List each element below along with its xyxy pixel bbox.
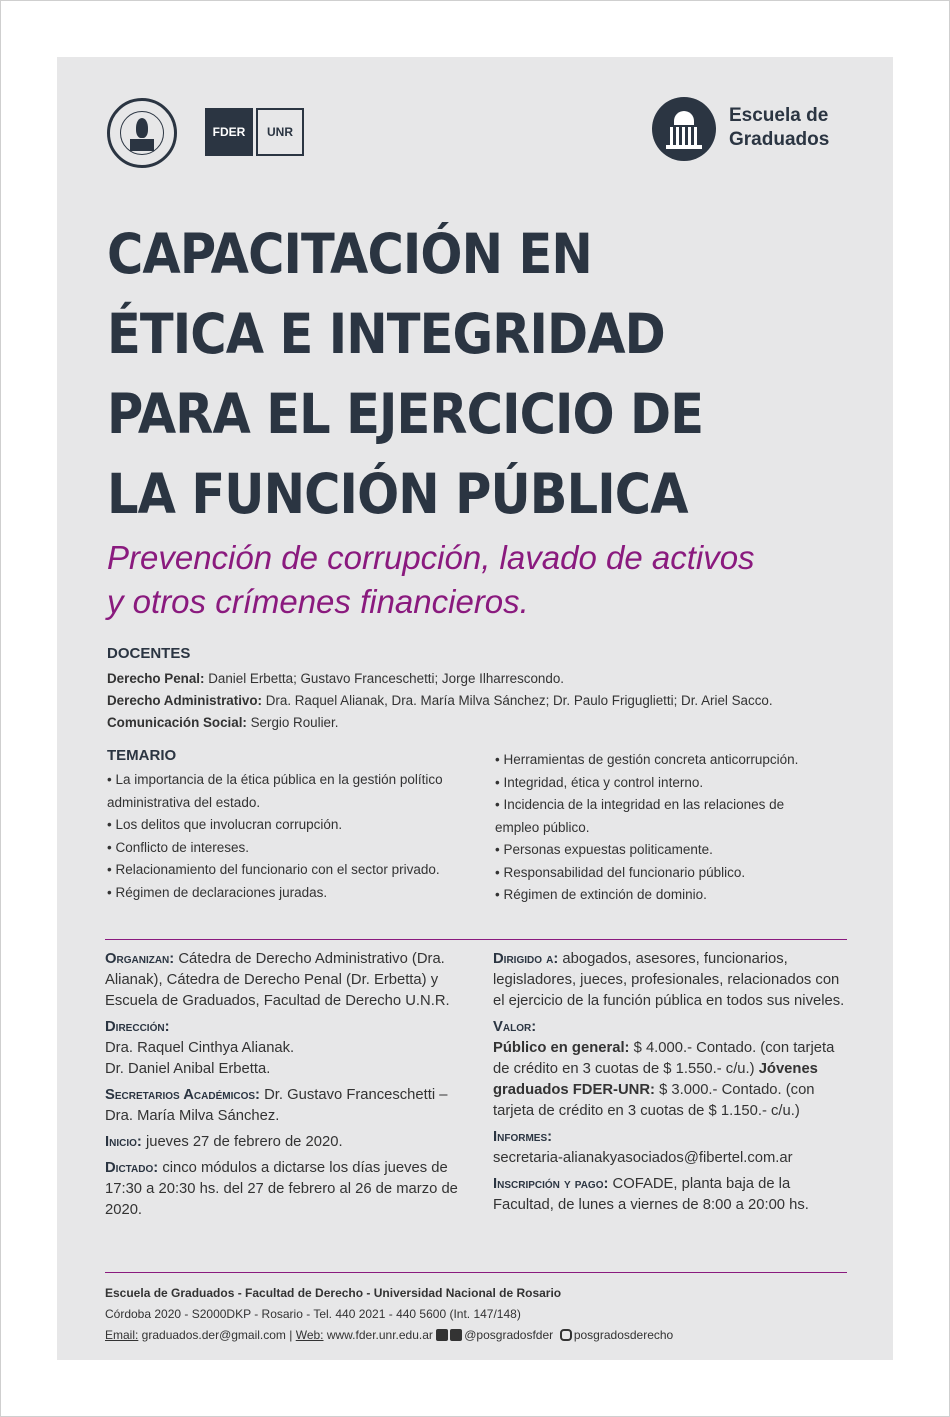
- secretarios-text: Dr. Gustavo Franceschetti – Dra. María Milva Sánchez.: [105, 1087, 448, 1124]
- inicio-label: Inicio:: [105, 1134, 142, 1150]
- footer: [105, 1283, 673, 1346]
- subtitle: [107, 536, 755, 624]
- web-label: Web:: [295, 1328, 324, 1342]
- escuela-graduados-logo-icon: [652, 97, 716, 161]
- inicio-block: [105, 1132, 470, 1153]
- dictado-block: [105, 1158, 470, 1221]
- list-item: • Herramientas de gestión concreta anticorrupción.: [495, 752, 799, 767]
- com-label: Comunicación Social:: [107, 715, 247, 730]
- admin-label: Derecho Administrativo:: [107, 693, 263, 708]
- title-line3: PARA EL EJERCICIO DE: [107, 382, 704, 446]
- list-item: • Los delitos que involucran corrupción.: [107, 817, 343, 832]
- organizan-block: [105, 949, 470, 1012]
- dictado-text: cinco módulos a dictarse los días jueves de 17:30 a 20:30 hs. del 27 de febrero al 26 de marzo de 2020.: [105, 1160, 458, 1218]
- informes-label: Informes:: [493, 1129, 553, 1145]
- publico-label: Público en general:: [493, 1040, 630, 1056]
- direccion-line2: Dr. Daniel Anibal Erbetta.: [105, 1061, 271, 1077]
- title-line4: LA FUNCIÓN PÚBLICA: [107, 462, 688, 526]
- informes-email-link[interactable]: secretaria-alianakyasociados@fibertel.com.ar: [493, 1150, 793, 1166]
- docentes-heading: DOCENTES: [107, 645, 191, 662]
- subtitle-line2: y otros crímenes financieros.: [107, 583, 529, 620]
- fder-logo: FDER: [205, 108, 253, 156]
- valor-block: [493, 1017, 853, 1122]
- dome-shape: [674, 111, 694, 125]
- com-text: Sergio Roulier.: [246, 715, 339, 730]
- footer-line2: Córdoba 2020 - S2000DKP - Rosario - Tel. 440 2021 - 440 5600 (Int. 147/148): [105, 1307, 521, 1321]
- penal-label: Derecho Penal:: [107, 671, 205, 686]
- organizan-label: Organizan:: [105, 951, 175, 967]
- list-item: • Régimen de declaraciones juradas.: [107, 884, 328, 900]
- info-left-column: [105, 949, 470, 1226]
- subtitle-line1: Prevención de corrupción, lavado de activos: [107, 539, 755, 576]
- docentes-penal: [107, 668, 773, 690]
- email-link[interactable]: graduados.der@gmail.com |: [138, 1328, 296, 1342]
- list-item: • Integridad, ética y control interno.: [495, 774, 704, 790]
- footer-line1: Escuela de Graduados - Facultad de Derecho - Universidad Nacional de Rosario: [105, 1286, 562, 1300]
- dictado-label: Dictado:: [105, 1160, 159, 1176]
- informes-block: [493, 1127, 853, 1169]
- title-line2: ÉTICA E INTEGRIDAD: [107, 302, 665, 366]
- list-item: • La importancia de la ética pública en la gestión político administrativa del estado.: [107, 772, 443, 810]
- list-item: • Personas expuestas politicamente.: [495, 842, 713, 857]
- footer-line3: [105, 1325, 673, 1346]
- escuela-line2: Graduados: [729, 129, 830, 150]
- penal-text: Daniel Erbetta; Gustavo Franceschetti; Jorge Ilharrescondo.: [204, 671, 564, 686]
- web-link[interactable]: www.fder.unr.edu.ar: [323, 1328, 437, 1342]
- docentes-list: [107, 668, 773, 734]
- info-right-column: [493, 949, 853, 1221]
- unr-logo: UNR: [256, 108, 304, 156]
- list-item: • Relacionamiento del funcionario con el sector privado.: [107, 862, 440, 877]
- valor-label: Valor:: [493, 1019, 537, 1035]
- list-item: • Incidencia de la integridad en las relaciones de empleo público.: [495, 797, 785, 835]
- main-title: [107, 214, 703, 534]
- facebook-icon[interactable]: [436, 1329, 448, 1341]
- social-handle-fder[interactable]: @posgradosfder: [464, 1328, 554, 1342]
- email-label: Email:: [105, 1328, 139, 1342]
- secretarios-block: [105, 1085, 470, 1127]
- step-shape: [666, 145, 702, 149]
- escuela-graduados-logo-text: [729, 104, 829, 152]
- torch-flame-icon: [136, 118, 148, 138]
- list-item: • Conflicto de intereses.: [107, 839, 250, 855]
- twitter-icon[interactable]: [450, 1329, 462, 1341]
- escuela-line1: Escuela de: [729, 105, 829, 126]
- social-handle-derecho[interactable]: posgradosderecho: [573, 1328, 674, 1342]
- list-item: • Responsabilidad del funcionario público.: [495, 864, 746, 880]
- organizan-text: Cátedra de Derecho Administrativo (Dra. Alianak), Cátedra de Derecho Penal (Dr. Erbetta) y Escuela de Graduados, Facultad de Derecho U.N.R.: [105, 951, 450, 1009]
- title-line1: CAPACITACIÓN EN: [107, 222, 592, 286]
- jovenes-label: Jóvenes graduados FDER-UNR:: [493, 1061, 818, 1098]
- divider-bottom: [105, 1272, 847, 1273]
- inscripcion-block: [493, 1174, 853, 1216]
- dirigido-label: Dirigido a:: [493, 951, 559, 967]
- valor-text: [493, 1038, 853, 1122]
- inscripcion-text: COFADE, planta baja de la Facultad, de lunes a viernes de 8:00 a 20:00 hs.: [493, 1176, 809, 1213]
- inicio-text: jueves 27 de febrero de 2020.: [141, 1134, 343, 1150]
- direccion-label: Dirección:: [105, 1019, 170, 1035]
- instagram-icon[interactable]: [560, 1329, 572, 1341]
- docentes-com: [107, 712, 773, 734]
- admin-text: Dra. Raquel Alianak, Dra. María Milva Sánchez; Dr. Paulo Friguglietti; Dr. Ariel Sacco.: [262, 693, 773, 708]
- temario-right-list: [495, 749, 825, 907]
- publico-text: $ 4.000.- Contado. (con tarjeta de crédito en 3 cuotas de $ 1.550.- c/u.): [493, 1040, 835, 1077]
- unr-seal-logo: [107, 98, 177, 168]
- dirigido-block: [493, 949, 853, 1012]
- temario-heading: TEMARIO: [107, 747, 177, 764]
- dirigido-text: abogados, asesores, funcionarios, legisladores, jueces, profesionales, relacionados con el ejercicio de la función pública en todos sus niveles.: [493, 951, 845, 1009]
- docentes-admin: [107, 690, 773, 712]
- jovenes-text: $ 3.000.- Contado. (con tarjeta de crédito en 3 cuotas de $ 1.150.- c/u.): [493, 1082, 815, 1119]
- temario-left-list: [107, 769, 452, 904]
- secretarios-label: Secretarios Académicos:: [105, 1087, 260, 1103]
- direccion-block: [105, 1017, 470, 1080]
- list-item: • Régimen de extinción de dominio.: [495, 887, 707, 902]
- direccion-line1: Dra. Raquel Cinthya Alianak.: [105, 1040, 295, 1056]
- divider-top: [105, 939, 847, 940]
- torch-base-icon: [130, 139, 154, 151]
- inscripcion-label: Inscripción y pago:: [493, 1176, 609, 1192]
- columns-shape: [670, 127, 698, 145]
